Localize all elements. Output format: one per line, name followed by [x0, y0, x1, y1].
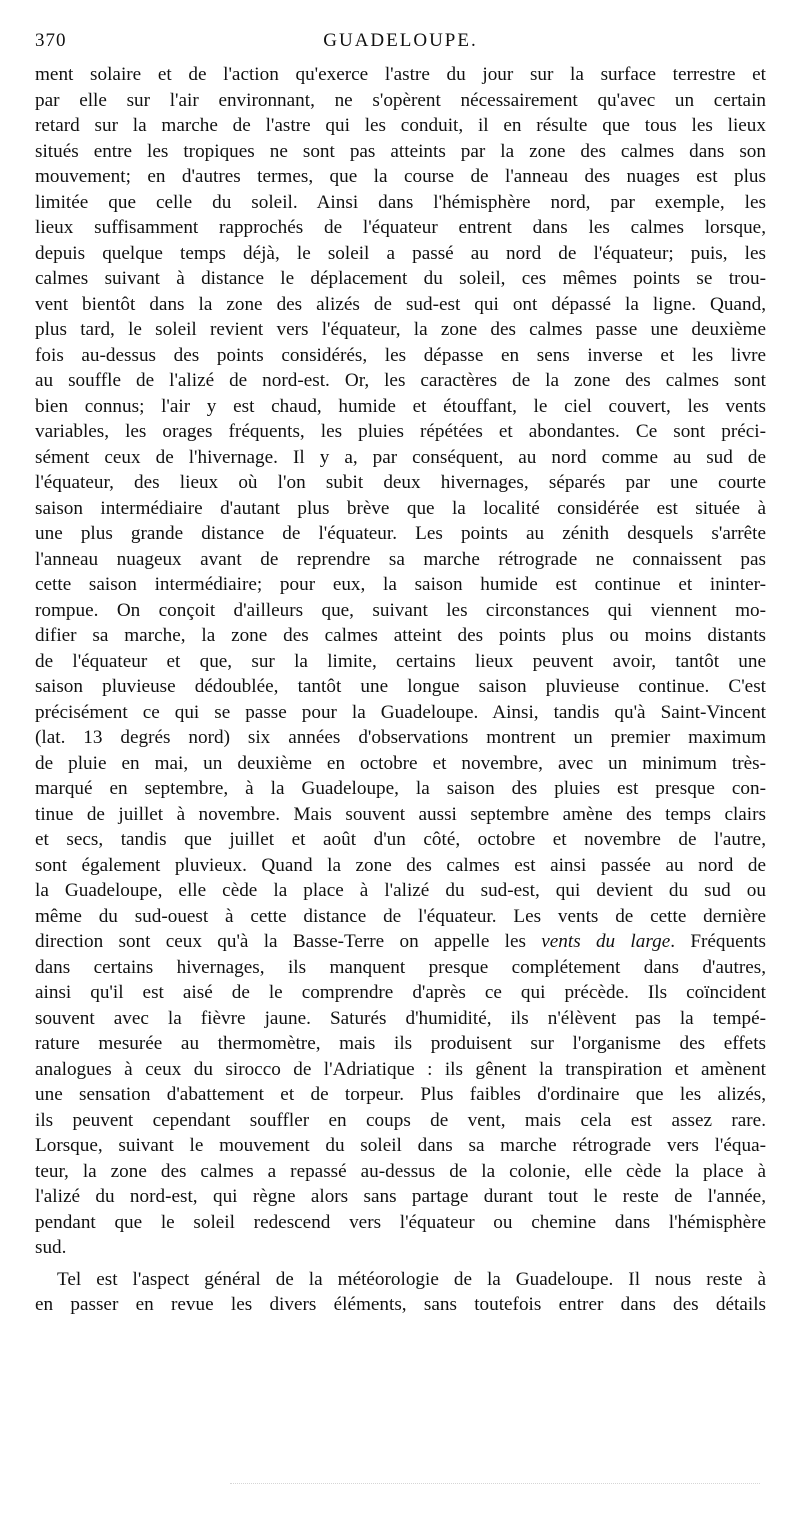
text-line: en passer en revue les divers éléments, sans toutefois entrer dans des détails — [35, 1294, 766, 1315]
text-line: au souffle de l'alizé de nord-est. Or, les caractères de la zone des calmes sont — [35, 370, 766, 391]
body-text — [35, 62, 766, 1318]
text-line: de l'équateur et que, sur la limite, certains lieux peuvent avoir, tantôt une — [35, 650, 766, 672]
text-line: vent bientôt dans la zone des alizés de sud-est qui ont dépassé la ligne. Quand, — [35, 293, 766, 315]
text-line: sément ceux de l'hivernage. Il y a, par conséquent, au nord comme au sud de — [35, 446, 766, 468]
text-line: l'alizé du nord-est, qui règne alors sans partage durant tout le reste de l'année, — [35, 1186, 766, 1207]
text-line: sont également pluvieux. Quand la zone des calmes est ainsi passée au nord de — [35, 854, 766, 876]
page-number: 370 — [35, 30, 67, 51]
text-line: analogues à ceux du sirocco de l'Adriatique : ils gênent la transpiration et amènent — [35, 1058, 766, 1080]
text-line: une plus grande distance de l'équateur. Les points au zénith desquels s'arrête — [35, 523, 766, 544]
text-line: tinue de juillet à novembre. Mais souvent aussi septembre amène des temps clairs — [35, 803, 766, 825]
text-line: saison pluvieuse dédoublée, tantôt une longue saison pluvieuse continue. C'est — [35, 676, 766, 697]
text-line: ment solaire et de l'action qu'exerce l'astre du jour sur la surface terrestre et — [35, 64, 766, 85]
text-line: pendant que le soleil redescend vers l'équateur ou chemine dans l'hémisphère — [35, 1211, 766, 1233]
text-line: ils peuvent cependant souffler en coups de vent, mais cela est assez rare. — [35, 1109, 766, 1131]
text-line: marqué en septembre, à la Guadeloupe, la saison des pluies est presque con- — [35, 778, 766, 799]
text-line: mouvement; en d'autres termes, que la course de l'anneau des nuages est plus — [35, 166, 766, 187]
text-segment: . Fréquents — [670, 931, 766, 952]
text-line: de pluie en mai, un deuxième en octobre et novembre, avec un minimum très- — [35, 752, 766, 774]
text-line: (lat. 13 degrés nord) six années d'observations montrent un premier maximum — [35, 727, 766, 748]
page-header — [35, 30, 766, 56]
text-line: l'équateur, des lieux où l'on subit deux hivernages, séparés par une courte — [35, 472, 766, 493]
text-line: calmes suivant à distance le déplacement du soleil, ces mêmes points se trou- — [35, 268, 766, 289]
text-line: et secs, tandis que juillet et août d'un côté, octobre et novembre de l'autre, — [35, 829, 766, 850]
text-line: retard sur la marche de l'astre qui les conduit, il en résulte que tous les lieux — [35, 115, 766, 136]
text-line: bien connus; l'air y est chaud, humide et étouffant, le ciel couvert, les vents — [35, 395, 766, 417]
text-line: la Guadeloupe, elle cède la place à l'alizé du sud-est, qui devient du sud ou — [35, 880, 766, 901]
text-line: sud. — [35, 1237, 67, 1258]
text-line: une sensation d'abattement et de torpeur. Plus faibles d'ordinaire que les alizés, — [35, 1084, 766, 1105]
text-line: fois au-dessus des points considérés, les dépasse en sens inverse et les livre — [35, 344, 766, 366]
text-line: rature mesurée au thermomètre, mais ils produisent sur l'organisme des effets — [35, 1033, 766, 1054]
text-line: précisément ce qui se passe pour la Guadeloupe. Ainsi, tandis qu'à Saint-Vincent — [35, 701, 766, 723]
text-line: par elle sur l'air environnant, ne s'opèrent nécessairement qu'avec un certain — [35, 89, 766, 111]
text-line: plus tard, le soleil revient vers l'équateur, la zone des calmes passe une deuxième — [35, 319, 766, 340]
text-line: situés entre les tropiques ne sont pas atteints par la zone des calmes dans son — [35, 140, 766, 162]
text-line: dans certains hivernages, ils manquent presque complétement dans d'autres, — [35, 956, 766, 978]
running-title: GUADELOUPE. — [323, 30, 478, 51]
text-line: ainsi qu'il est aisé de le comprendre d'après ce qui précède. Ils coïncident — [35, 982, 766, 1003]
text-line: Tel est l'aspect général de la météorologie de la Guadeloupe. Il nous reste à — [57, 1268, 766, 1290]
text-line: l'anneau nuageux avant de reprendre sa marche rétrograde ne connaissent pas — [35, 548, 766, 570]
text-line: depuis quelque temps déjà, le soleil a passé au nord de l'équateur; puis, les — [35, 242, 766, 264]
text-line: saison intermédiaire d'autant plus brève que la localité considérée est située à — [35, 497, 766, 519]
text-line — [35, 929, 766, 955]
text-line: variables, les orages fréquents, les pluies répétées et abondantes. Ce sont préci- — [35, 421, 766, 442]
text-line: teur, la zone des calmes a repassé au-dessus de la colonie, elle cède la place à — [35, 1160, 766, 1182]
text-line: rompue. On conçoit d'ailleurs que, suivant les circonstances qui viennent mo- — [35, 599, 766, 621]
text-line: souvent avec la fièvre jaune. Saturés d'humidité, ils n'élèvent pas la tempé- — [35, 1007, 766, 1029]
text-line: difier sa marche, la zone des calmes atteint des points plus ou moins distants — [35, 625, 766, 646]
text-line: cette saison intermédiaire; pour eux, la saison humide est continue et ininter- — [35, 574, 766, 595]
italic-term: vents du large — [541, 931, 671, 952]
text-line: lieux suffisamment rapprochés de l'équateur entrent dans les calmes lorsque, — [35, 217, 766, 238]
scan-artifact-line — [230, 1483, 760, 1488]
text-line: même du sud-ouest à cette distance de l'équateur. Les vents de cette dernière — [35, 905, 766, 927]
text-segment: direction sont ceux qu'à la Basse-Terre on appelle les — [35, 931, 542, 952]
text-line: Lorsque, suivant le mouvement du soleil dans sa marche rétrograde vers l'équa- — [35, 1135, 766, 1156]
text-line: limitée que celle du soleil. Ainsi dans l'hémisphère nord, par exemple, les — [35, 191, 766, 213]
